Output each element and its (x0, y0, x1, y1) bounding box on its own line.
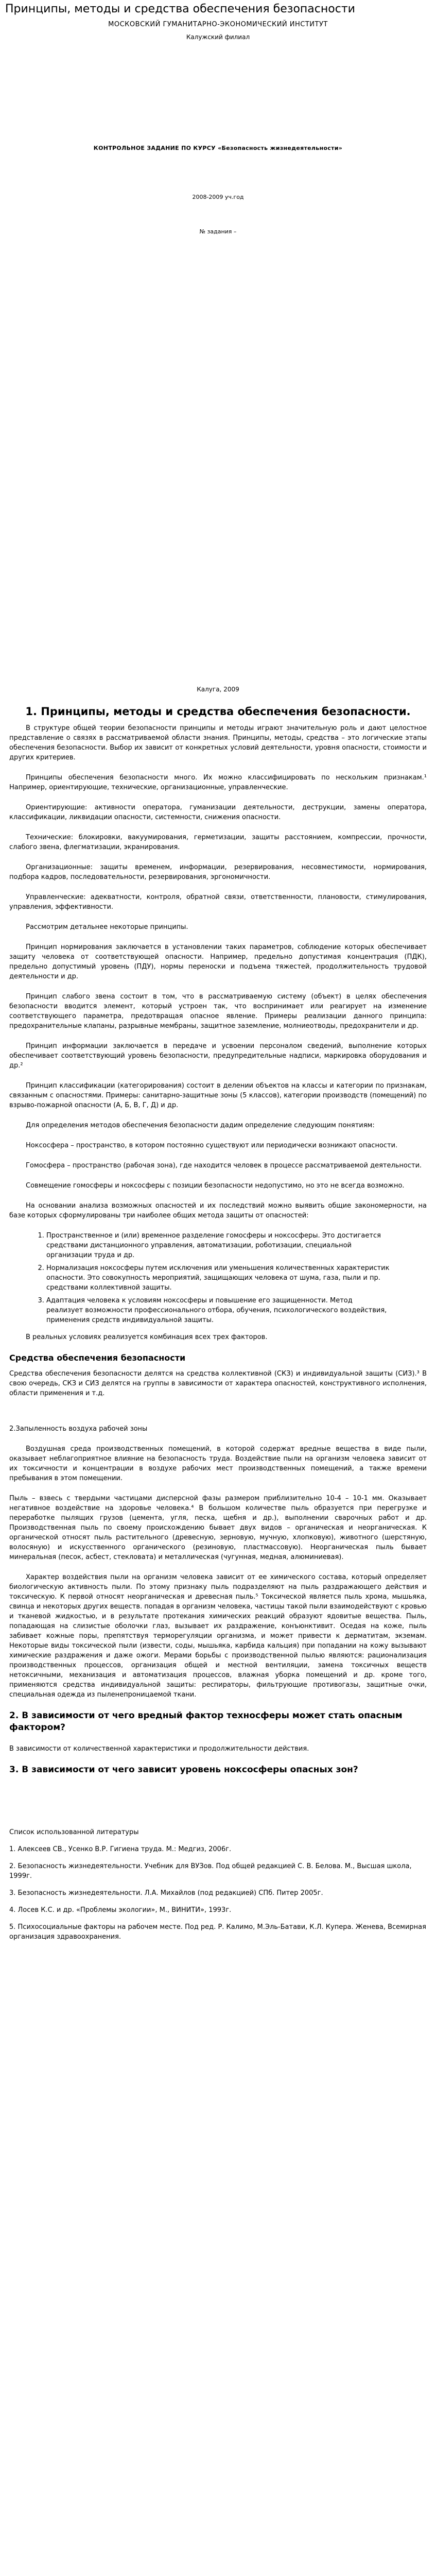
paragraph: Управленческие: адекватности, контроля, обратной связи, ответственности, плановости, стимулирования, управления, эффективности. (9, 893, 427, 911)
institute-name: МОСКОВСКИЙ ГУМАНИТАРНО-ЭКОНОМИЧЕСКИЙ ИНСТИТУТ (108, 21, 328, 28)
paragraph: На основании анализа возможных опасностей и их последствий можно выявить общие закономерности, на базе которых сформулированы три наиболее общих метода защиты от опасностей: (9, 1202, 427, 1219)
references-title: Список использованной литературы (9, 1828, 139, 1836)
reference-item: 3. Безопасность жизнедеятельности. Л.А. Михайлов (под редакцией) СПб. Питер 2005г. (9, 1889, 323, 1897)
reference-item: 2. Безопасность жизнедеятельности. Учебник для ВУЗов. Под общей редакцией С. В. Белова. М., Высшая школа, 1999г. (9, 1862, 412, 1880)
reference-item: 4. Лосев К.С. и др. «Проблемы экологии», М., ВИНИТИ», 1993г. (9, 1906, 232, 1914)
protection-methods-list (9, 1231, 427, 1325)
paragraph: Пыль – взвесь с твердыми частицами дисперсной фазы размером приблизительно 10-4 – 10-1 мм. Оказывает негативное воздействие на здоровье человека.⁴ В большом количестве пыль образуется при перегрузке и переработке пылящих грузов (цемента, угля, песка, щебня и др.), выполнении сварочных работ и др. Производственная пыль по своему происхождению бывает двух видов – органическая и неорганическая. К органической относят пыль растительного (древесную, зерновую, мучную, хлопковую), животного (шерстяную, волосяную) и искусственного органического (резиновую, пластмассовую). Неорганическая пыль бывает минеральная (песок, асбест, стекловата) и металлическая (чугунная, медная, алюминиевая). (9, 1495, 427, 1561)
dust-heading: 2.Запыленность воздуха рабочей зоны (9, 1425, 148, 1433)
paragraph: Принцип информации заключается в передаче и усвоении персоналом сведений, выполнение которых обеспечивает соответствующий уровень безопасности, предупредительные надписи, маркировка оборудования и др.² (9, 1042, 427, 1070)
section3-title: 3. В зависимости от чего зависит уровень ноксосферы опасных зон? (9, 1765, 358, 1775)
paragraph: В структуре общей теории безопасности принципы и методы играют значительную роль и дают целостное представление о связях в рассматриваемой области знания. Принципы, методы, средства – это логические этапы обеспечения безопасности. Выбор их зависит от конкретных условий деятельности, уровня опасности, стоимости и других критериев. (9, 724, 427, 761)
paragraph: Воздушная среда производственных помещений, в которой содержат вредные вещества в виде пыли, оказывает неблагоприятное влияние на безопасность труда. Воздействие пыли на организм человека зависит от их токсичности и концентрации в воздухе рабочих мест производственных помещений, а также времени пребывания в этом помещении. (9, 1445, 427, 1482)
paragraph: Ноксосфера – пространство, в котором постоянно существуют или периодически возникают опасности. (26, 1142, 398, 1149)
references (9, 1827, 427, 1942)
branch-name: Калужский филиал (186, 33, 250, 41)
paragraph: Организационные: защиты временем, информации, резервирования, несовместимости, нормирования, подбора кадров, последовательности, резервирования, эргономичности. (9, 863, 427, 881)
reference-item: 5. Психосоциальные факторы на рабочем месте. Под ред. Р. Калимо, М.Эль-Батави, К.Л. Купера. Женева, Всемирная организация здравоохранения. (9, 1923, 426, 1941)
paragraph: Принципы обеспечения безопасности много. Их можно классифицировать по нескольким признакам.¹ Например, ориентирующие, технические, организационные, управленческие. (9, 774, 427, 791)
list-item: 3. Адаптация человека к условиям ноксосферы и повышение его защищенности. Метод реализует возможности профессионального отбора, обучения, психологического воздействия, применения средств индивидуальной защиты. (46, 1296, 427, 1325)
paragraph: Технические: блокировки, вакуумирования, герметизации, защиты расстоянием, компрессии, прочности, слабого звена, флегматизации, экранирования. (9, 834, 427, 851)
paragraph: Принцип классификации (категорирования) состоит в делении объектов на классы и категории по признакам, связанным с опасностями. Примеры: санитарно-защитные зоны (5 классов), категории производств (помещений) по взрыво-пожарной опасности (А, Б, В, Г, Д) и др. (9, 1082, 427, 1109)
paragraph: Ориентирующие: активности оператора, гуманизации деятельности, деструкции, замены оператора, классификации, ликвидации опасности, системности, снижения опасности. (9, 804, 427, 821)
list-item: 1. Пространственное и (или) временное разделение гомосферы и ноксосферы. Это достигается средствами дистанционного управления, автоматизации, роботизации, специальной организации труда и др. (46, 1231, 427, 1260)
page-title: Принципы, методы и средства обеспечения безопасности (5, 3, 355, 15)
place-and-year: Калуга, 2009 (197, 686, 239, 693)
reference-item: 1. Алексеев СВ., Усенко В.Р. Гигиена труда. М.: Медгиз, 2006г. (9, 1845, 232, 1853)
assignment-number: № задания – (199, 228, 237, 235)
assignment-title: КОНТРОЛЬНОЕ ЗАДАНИЕ ПО КУРСУ «Безопасность жизнедеятельности» (93, 145, 343, 151)
section1-title: 1. Принципы, методы и средства обеспечения безопасности. (25, 705, 411, 718)
list-item: 2. Нормализация ноксосферы путем исключения или уменьшения количественных характеристик опасности. Это совокупность мероприятий, защищающих человека от шума, газа, пыли и пр. средствами коллективной защиты. (46, 1263, 427, 1293)
paragraph: Для определения методов обеспечения безопасности дадим определение следующим понятиям: (26, 1122, 375, 1129)
paragraph: Характер воздействия пыли на организм человека зависит от ее химического состава, который определяет биологическую активность пыли. По этому признаку пыль подразделяют на пыль раздражающего действия и токсическую. К первой относят неорганическая и древесная пыль.⁵ Токсической является пыль хрома, мышьяка, свинца и некоторых других веществ. попадая в организм человека, частицы такой пыли взаимодействуют с кровью и тканевой жидкостью, и в результате протекания химических реакций образуют ядовитые вещества. Пыль, попадающая на слизистые оболочки глаз, вызывает их раздражение, конъюнктивит. Оседая на коже, пыль забивает кожные поры, препятствуя терморегуляции организма, и может привести к дерматитам, экземам. Некоторые виды токсической пыли (извести, соды, мышьяка, карбида кальция) при попадании на кожу вызывают химические раздражения и даже ожоги. Мерами борьбы с производственной пылью являются: рационализация производственных процессов, организация общей и местной вентиляции, замена токсичных веществ нетоксичными, механизация и автоматизация процессов, влажная уборка помещений и др. кроме того, применяются средства индивидуальной защиты: респираторы, фильтрующие противогазы, защитные очки, специальная одежда из пыленепроницаемой ткани. (9, 1573, 427, 1699)
section2-title: Средства обеспечения безопасности (9, 1353, 186, 1363)
paragraph: В реальных условиях реализуется комбинация всех трех факторов. (26, 1333, 268, 1341)
paragraph: В зависимости от количественной характеристики и продолжительности действия. (9, 1745, 309, 1753)
question-title: 2. В зависимости от чего вредный фактор техносферы может стать опасным фактором? (9, 1710, 403, 1733)
paragraph: Гомосфера – пространство (рабочая зона), где находится человек в процессе рассматриваемой деятельности. (26, 1162, 422, 1170)
document-body (0, 705, 436, 1942)
paragraph: Принцип слабого звена состоит в том, что в рассматриваемую систему (объект) в целях обеспечения безопасности вводится элемент, который устроен так, что воспринимает или реагирует на изменение соответствующего параметра, предотвращая опасное явление. Примеры реализации данного принципа: предохранительные клапаны, разрывные мембраны, защитное заземление, молниеотводы, предохранители и др. (9, 993, 427, 1030)
paragraph: Принцип нормирования заключается в установлении таких параметров, соблюдение которых обеспечивает защиту человека от соответствующей опасности. Например, предельно допустимая концентрация (ПДК), предельно допустимый уровень (ПДУ), нормы переноски и подъема тяжестей, продолжительность трудовой деятельности и др. (9, 943, 427, 980)
paragraph: Средства обеспечения безопасности делятся на средства коллективной (СКЗ) и индивидуальной защиты (СИЗ).³ В свою очередь, СКЗ и СИЗ делятся на группы в зависимости от характера опасностей, конструктивного исполнения, области применения и т.д. (9, 1370, 427, 1397)
academic-years: 2008-2009 уч.год (192, 194, 244, 200)
paragraph: Совмещение гомосферы и ноксосферы с позиции безопасности недопустимо, но это не всегда возможно. (26, 1182, 405, 1190)
paragraph: Рассмотрим детальнее некоторые принципы. (26, 923, 188, 931)
